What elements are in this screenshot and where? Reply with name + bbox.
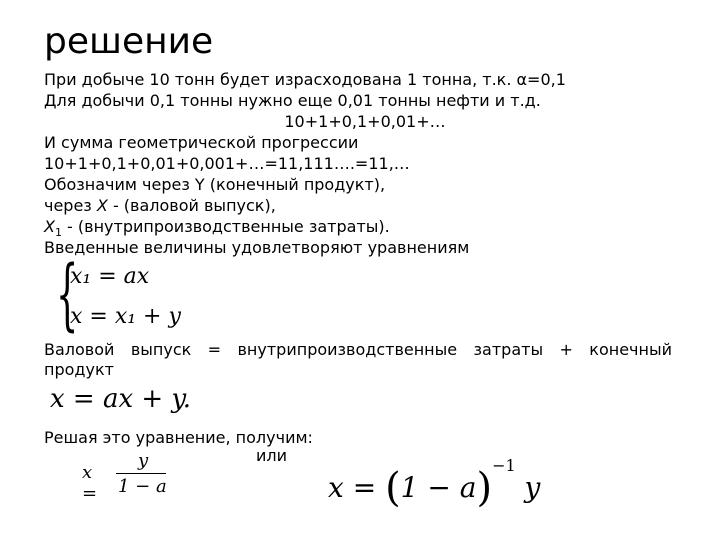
solving-text: Решая это уравнение, получим:: [44, 428, 313, 447]
text-line-7: [44, 196, 276, 216]
text-line-2: Для добычи 0,1 тонны нужно еще 0,01 тонны нефти и т.д.: [44, 91, 541, 110]
text-line-7-c: - (валовой выпуск),: [107, 196, 276, 215]
system-brace: {: [56, 250, 79, 340]
system-equation-1: x₁ = ax: [70, 264, 150, 289]
slide-title: решение: [44, 21, 214, 62]
text-line-8-sub: 1: [54, 226, 62, 240]
inverse-solution: [328, 456, 541, 511]
fraction-denominator: 1 − a: [118, 476, 167, 497]
equation-system: [56, 250, 196, 340]
inverse-lhs: x =: [328, 471, 386, 504]
text-line-1: При добыче 10 тонн будет израсходована 1 тонна, т.к. α=0,1: [44, 70, 566, 89]
inverse-exponent: −1: [492, 456, 516, 475]
or-text: или: [256, 446, 288, 465]
fraction-numerator: y: [138, 450, 149, 471]
series-line: 10+1+0,1+0,01+…: [284, 112, 446, 131]
text-line-7-var: X: [96, 196, 108, 215]
series-sum-line: 10+1+0,1+0,01+0,001+…=11,111….=11,…: [44, 154, 410, 173]
inverse-inner: 1 − a: [400, 471, 477, 504]
inverse-rhs: y: [515, 471, 541, 504]
inverse-open-paren: (: [385, 465, 401, 511]
main-equation: x = ax + y.: [50, 384, 191, 414]
text-line-9: Введенные величины удовлетворяют уравнениям: [44, 238, 470, 257]
fraction-lhs: x =: [82, 462, 98, 504]
text-line-7-a: через: [44, 196, 97, 215]
text-line-8-var: X: [44, 217, 55, 236]
fraction-bar: [116, 473, 166, 474]
system-equation-2: x = x₁ + y: [70, 304, 181, 329]
text-line-4: И сумма геометрической прогрессии: [44, 133, 359, 152]
gross-output-text: Валовой выпуск = внутрипроизводственные затраты + конечный продукт: [44, 340, 672, 379]
inverse-close-paren: ): [476, 465, 493, 511]
text-line-8-b: - (внутрипроизводственные затраты).: [61, 217, 390, 236]
text-line-6: Обозначим через Y (конечный продукт),: [44, 175, 386, 194]
